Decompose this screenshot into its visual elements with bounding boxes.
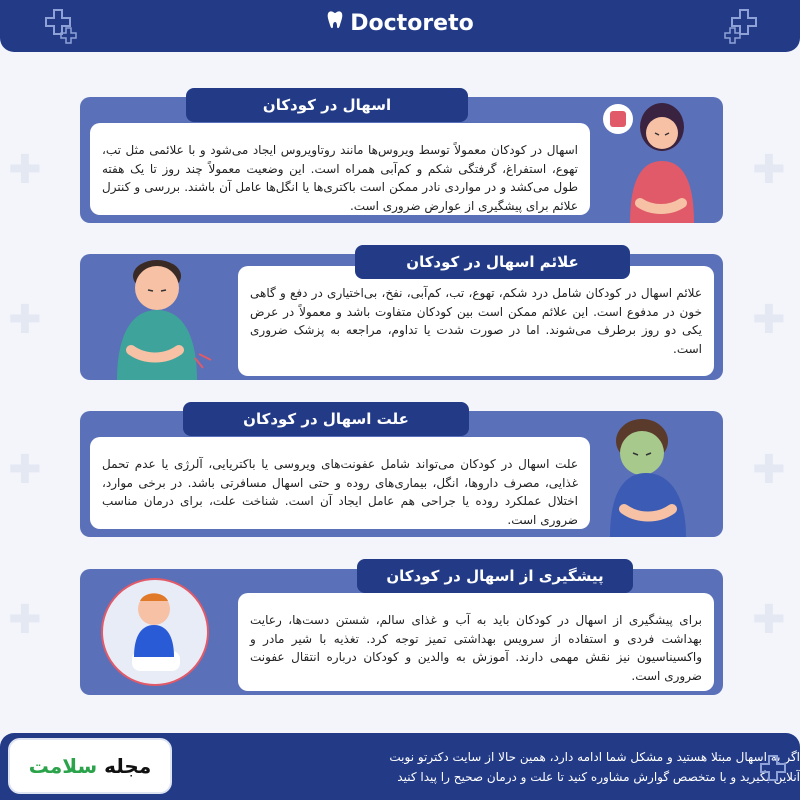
background-cross-icon: ✚ [752,597,786,643]
brand-logo[interactable] [0,10,800,36]
section-card [238,593,714,691]
health-magazine-badge[interactable] [8,738,172,794]
boy-stomachache-illustration [95,254,225,380]
footer-line: اگر به اسهال مبتلا هستید و مشکل شما ادامه دارد، همین حالا از سایت دکترتو نوبت [389,750,800,764]
section-text: علت اسهال در کودکان می‌تواند شامل عفونت‌های ویروسی یا باکتریایی، آلرژی یا عدم تحمل غذایی، مصرف داروها، انگل، بیماری‌های روده و حتی اسهال مسافرتی باشد. در برخی موارد، اختلال عملکرد روده یا جراحی هم عامل ایجاد آن است. شناخت علت، برای درمان مناسب ضروری است. [102,457,578,527]
section-text: علائم اسهال در کودکان شامل درد شکم، تهوع، تب، کم‌آبی، نفخ، بی‌اختیاری در دفع و گاهی خون در مدفوع است. این علائم ممکن است بین کودکان متفاوت باشد و معمولاً در عرض یکی دو روز برطرف می‌شوند. اما در صورت شدت یا تداوم، مراجعه به پزشک ضروری است. [250,286,702,356]
background-cross-icon: ✚ [8,297,42,343]
section-title: علائم اسهال در کودکان [406,253,579,271]
section-title-pill [355,245,630,279]
background-cross-icon: ✚ [752,447,786,493]
section-title-pill [186,88,468,122]
medical-cross-icon [756,753,792,789]
section-text: اسهال در کودکان معمولاً توسط ویروس‌ها مانند روتاویروس ایجاد می‌شود و با علائمی مثل تب، تهوع، استفراغ، گرفتگی شکم و کم‌آبی همراه است. این وضعیت معمولاً چند روز تا یک هفته طول می‌کشد و در مواردی نادر ممکن است باکتری‌ها یا انگل‌ها عامل آن باشند. بررسی و کنترل علائم برای پیشگیری از عوارض ضروری است. [102,143,578,213]
footer-line: آنلاین بگیرید و با متخصص گوارش مشاوره کنید تا علت و درمان صحیح را پیدا کنید [397,770,800,784]
background-cross-icon: ✚ [8,597,42,643]
section-title-pill [183,402,469,436]
section-title: پیشگیری از اسهال در کودکان [386,567,604,585]
section-title: علت اسهال در کودکان [243,410,409,428]
brand-name: Doctoreto [350,11,474,36]
footer-message [160,747,800,787]
section-text: برای پیشگیری از اسهال در کودکان باید به آب و غذای سالم، شستن دست‌ها، رعایت بهداشت فردی و استفاده از سرویس بهداشتی تمیز توجه کرد. تغذیه با شیر مادر و واکسیناسیون نیز نقش مهمی دارند. آموزش به والدین و کودکان درباره انتقال عفونت ضروری است. [250,613,702,683]
toddler-toilet-illustration [100,577,210,687]
badge-word: مجله [104,754,152,778]
medical-cross-icon [722,6,762,46]
background-cross-icon: ✚ [752,147,786,193]
tooth-icon [326,10,344,35]
sick-child-illustration [590,411,720,537]
background-cross-icon: ✚ [8,147,42,193]
badge-word-highlight: سلامت [28,754,98,778]
footer-banner [0,733,800,800]
section-title: اسهال در کودکان [262,96,392,114]
section-card [90,123,590,215]
background-cross-icon: ✚ [8,447,42,493]
header-bar [0,0,800,52]
section-title-pill [357,559,633,593]
section-card [238,266,714,376]
section-card [90,437,590,529]
child-stomachache-illustration [600,99,720,223]
background-cross-icon: ✚ [752,297,786,343]
